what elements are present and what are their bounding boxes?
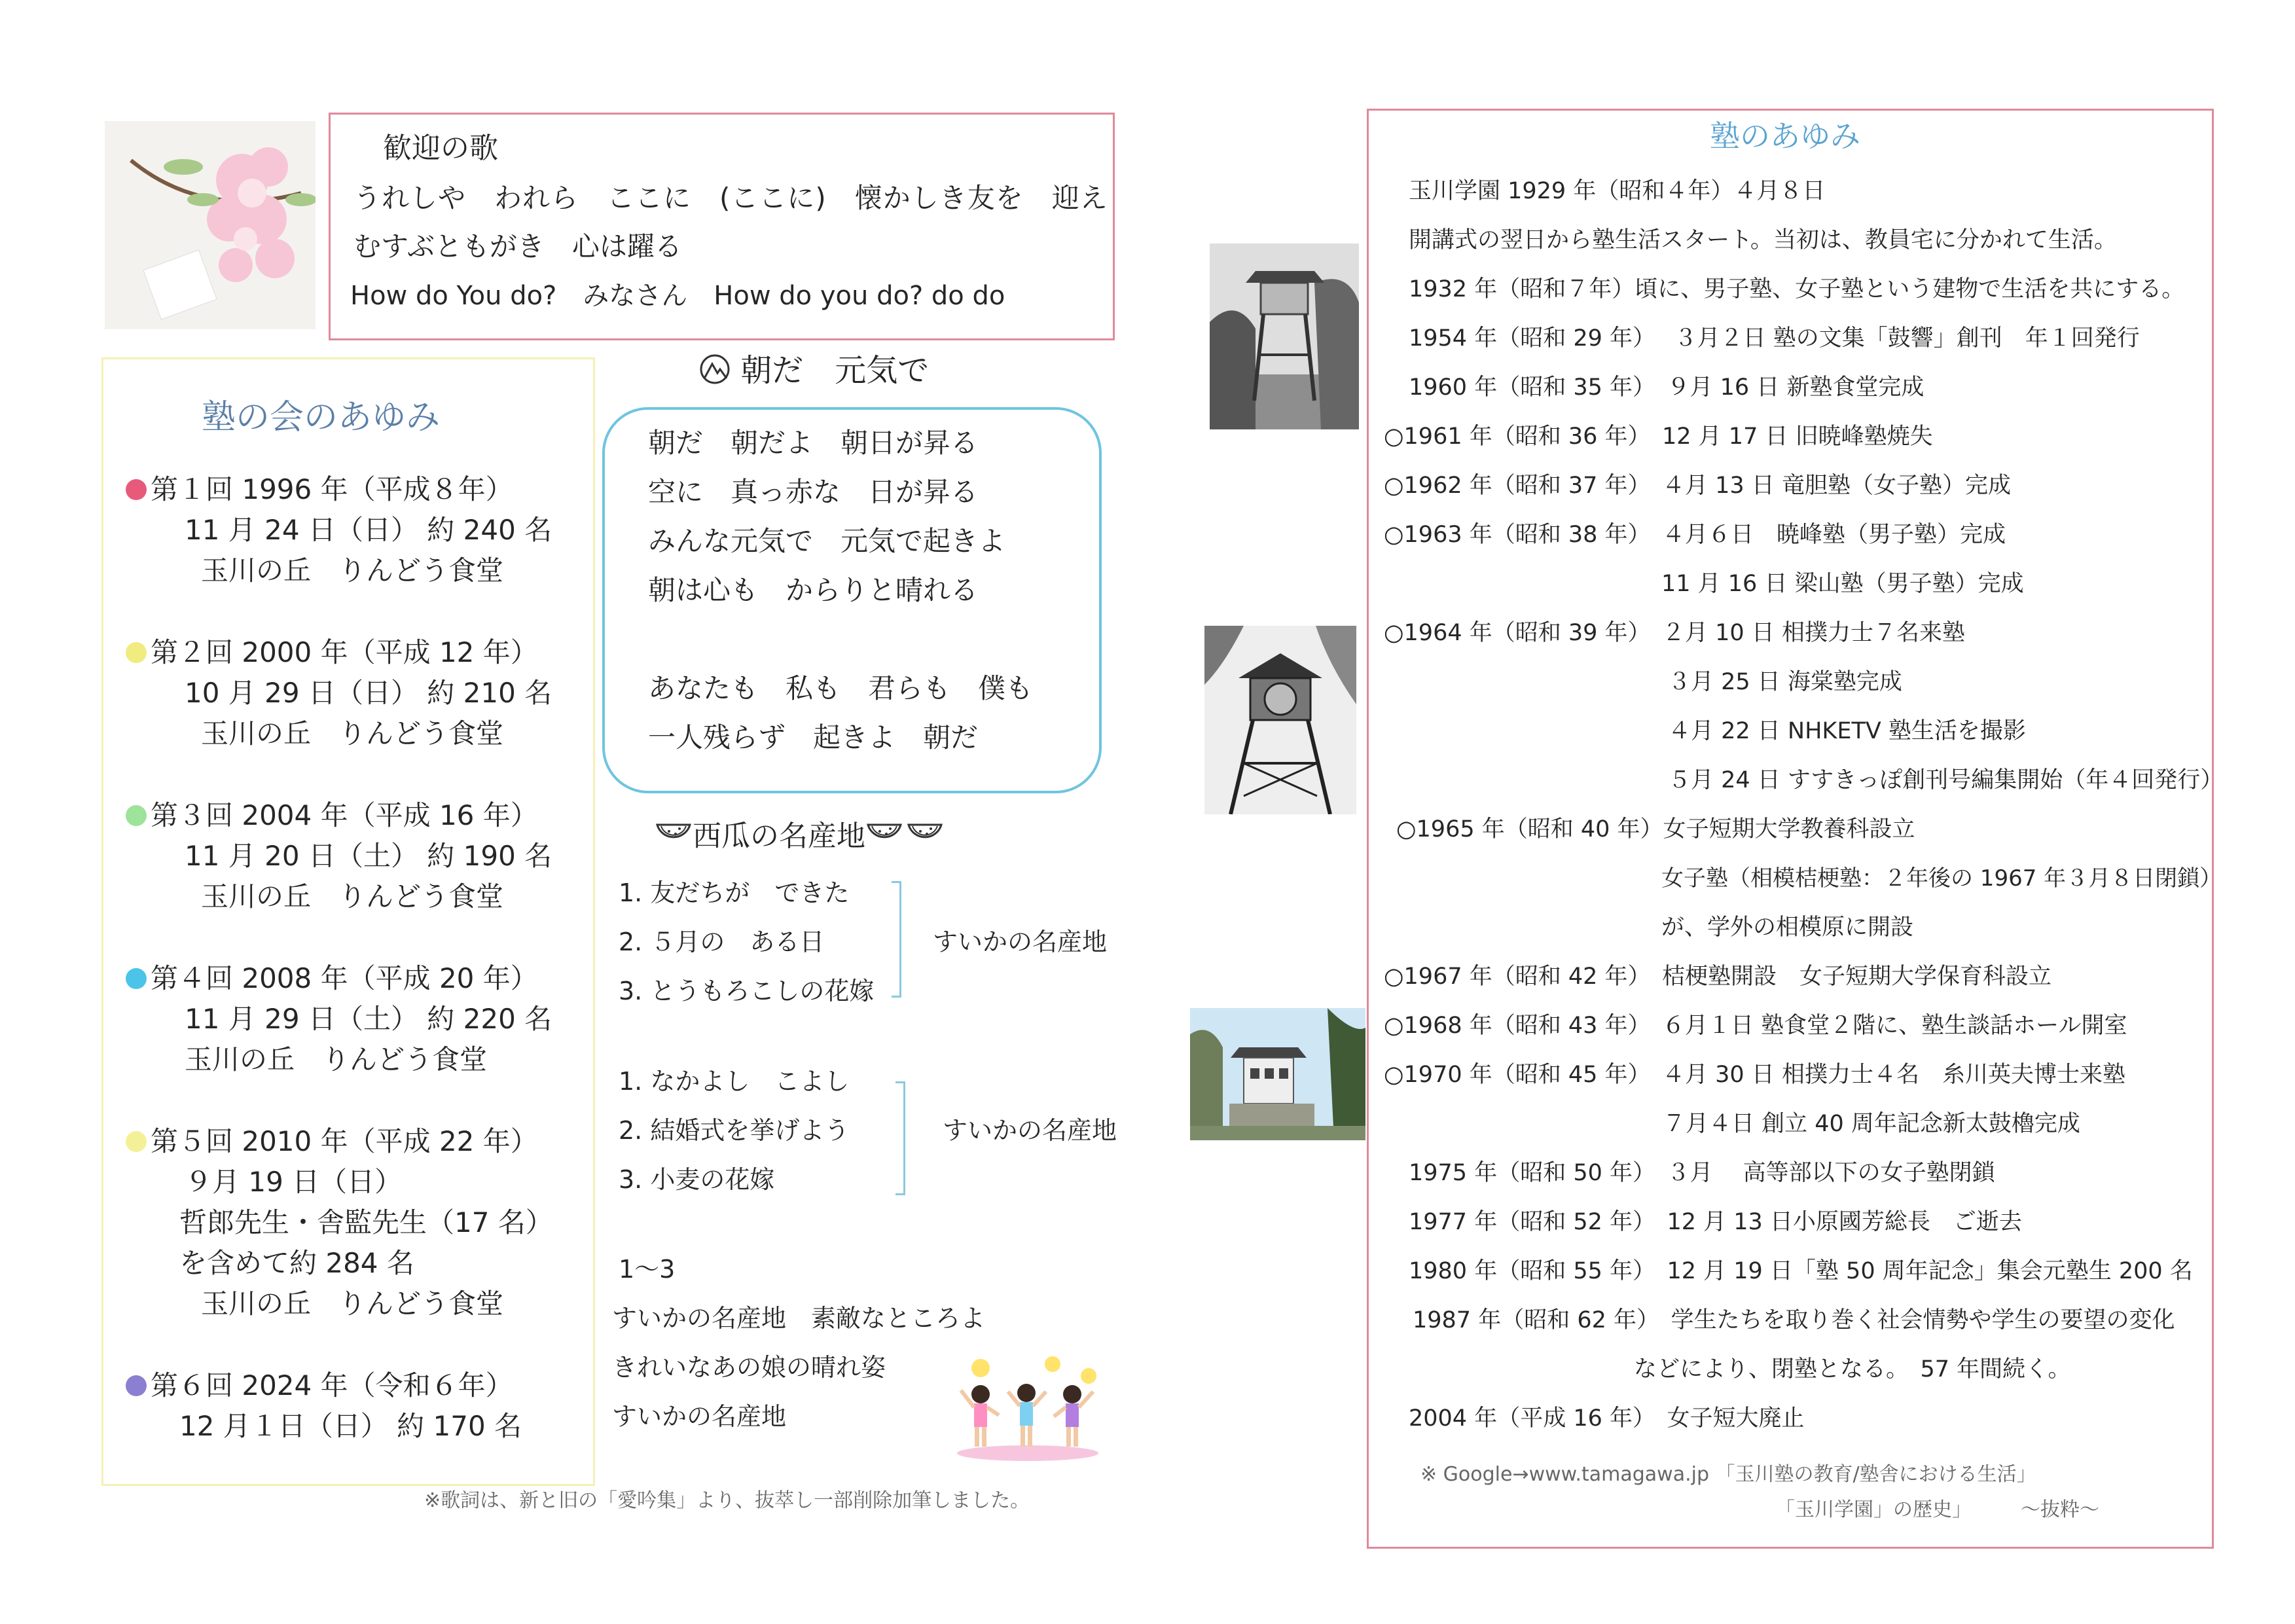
yellow-dot-icon <box>126 642 147 663</box>
history-line: ○1967 年（昭和 42 年） 桔梗塾開設 女子短期大学保育科設立 <box>1384 964 2052 990</box>
history-line: 玉川学園 1929 年（昭和４年）４月８日 <box>1409 178 1826 204</box>
history-line: ○1963 年（昭和 38 年） ４月６日 暁峰塾（男子塾）完成 <box>1384 522 2006 548</box>
history-line: ○1965 年（昭和 40 年）女子短期大学教養科設立 <box>1396 816 1915 842</box>
watermelon-icon <box>903 820 947 855</box>
watermelon-verse-line: 1. 友だちが できた <box>619 878 850 907</box>
purple-dot-icon <box>126 1375 147 1396</box>
chorus-line: きれいなあの娘の晴れ姿 <box>612 1353 886 1382</box>
flower-photo <box>105 121 316 329</box>
watermelon-song-title: 西瓜の名産地 <box>693 820 865 853</box>
welcome-song-line: うれしや われら ここに (ここに) 懐かしき友を 迎え <box>353 182 1108 214</box>
entry-heading: 第６回 2024 年（令和６年） <box>151 1369 513 1401</box>
history-line: ○1961 年（昭和 36 年） 12 月 17 日 旧暁峰塾焼失 <box>1384 424 1933 450</box>
entry-date: 11 月 24 日（日） 約 240 名 <box>185 514 552 546</box>
welcome-song-title: 歓迎の歌 <box>383 132 498 165</box>
watermelon-refrain: すいかの名産地 <box>943 1116 1117 1145</box>
history-line: ○1962 年（昭和 37 年） ４月 13 日 竜胆塾（女子塾）完成 <box>1384 473 2011 499</box>
history-line: 1980 年（昭和 55 年） 12 月 19 日「塾 50 周年記念」集会元塾生 200 名 <box>1409 1258 2193 1284</box>
blue-dot-icon <box>126 968 147 989</box>
history-line: などにより、閉塾となる。 57 年間続く。 <box>1634 1356 2071 1382</box>
watermelon-verse-line: 2. 結婚式を挙げよう <box>619 1116 850 1145</box>
morning-song-title: 朝だ 元気で <box>740 352 930 389</box>
watermelon-icon <box>865 820 903 855</box>
history-line: 11 月 16 日 梁山塾（男子塾）完成 <box>1661 571 2024 597</box>
morning-song-line: 朝だ 朝だよ 朝日が昇る <box>648 427 979 459</box>
yellow-dot-icon <box>126 1131 147 1152</box>
entry-date: 11 月 20 日（土） 約 190 名 <box>185 840 552 872</box>
history-line: 1954 年（昭和 29 年） ３月２日 塾の文集「鼓響」創刊 年１回発行 <box>1409 325 2140 352</box>
history-line: ○1968 年（昭和 43 年） ６月１日 塾食堂２階に、塾生談話ホール開室 <box>1384 1013 2127 1039</box>
entry-heading: 第４回 2008 年（平成 20 年） <box>151 962 538 994</box>
watchtower-photo <box>1210 244 1359 429</box>
history-line: ３月 25 日 海棠塾完成 <box>1668 669 1902 695</box>
verse-bracket <box>892 881 901 998</box>
history-line: 1960 年（昭和 35 年） ９月 16 日 新塾食堂完成 <box>1409 374 1925 401</box>
entry-heading: 第３回 2004 年（平成 16 年） <box>151 799 538 831</box>
history-line: 1932 年（昭和７年）頃に、男子塾、女子塾という建物で生活を共にする。 <box>1409 276 2185 302</box>
morning-song-heading <box>699 352 930 389</box>
chorus-line: すいかの名産地 素敵なところよ <box>612 1304 986 1333</box>
history-line: ５月 24 日 すすきっぽ創刊号編集開始（年４回発行） <box>1668 767 2224 793</box>
chorus-line: すいかの名産地 <box>612 1402 787 1431</box>
entry-date: 10 月 29 日（日） 約 210 名 <box>185 677 552 709</box>
morning-song-line: あなたも 私も 君らも 僕も <box>648 672 1034 704</box>
tower-building-photo <box>1190 1008 1365 1140</box>
source-note: ※ Google→www.tamagawa.jp 「玉川塾の教育/塾舎における生活」 <box>1420 1463 2036 1486</box>
source-note: 「玉川学園」の歴史」 ～抜粋～ <box>1775 1498 2099 1521</box>
drum-tower-photo <box>1204 626 1356 814</box>
mountain-icon <box>699 353 731 385</box>
dancing-children-illustration <box>954 1356 1102 1462</box>
history-line: ７月４日 創立 40 周年記念新太鼓櫓完成 <box>1663 1111 2080 1137</box>
entry-date: ９月 19 日（日） <box>185 1166 403 1198</box>
pink-dot-icon <box>126 479 147 500</box>
watermelon-verse-line: 1. なかよし こよし <box>619 1067 850 1096</box>
history-line: 1977 年（昭和 52 年） 12 月 13 日小原國芳総長 ご逝去 <box>1409 1209 2022 1235</box>
watermelon-song-heading <box>655 820 947 855</box>
history-line: 女子塾（相模桔梗塾：２年後の 1967 年３月８日閉鎖） <box>1661 865 2222 892</box>
entry-venue: 玉川の丘 りんどう食堂 <box>201 554 504 586</box>
lyrics-note: ※歌詞は、新と旧の「愛吟集」より、抜萃し一部削除加筆しました。 <box>424 1489 1030 1512</box>
entry-date: 11 月 29 日（土） 約 220 名 <box>185 1003 552 1035</box>
entry-venue: 玉川の丘 りんどう食堂 <box>201 717 504 749</box>
verse-bracket <box>895 1081 905 1195</box>
watermelon-refrain: すいかの名産地 <box>933 928 1108 956</box>
history-line: が、学外の相模原に開設 <box>1661 914 1914 941</box>
entry-heading: 第１回 1996 年（平成８年） <box>151 473 513 505</box>
watermelon-verse-line: 3. とうもろこしの花嫁 <box>619 977 875 1005</box>
history-line: 1987 年（昭和 62 年） 学生たちを取り巻く社会情勢や学生の要望の変化 <box>1413 1307 2175 1333</box>
history-line: ○1970 年（昭和 45 年） ４月 30 日 相撲力士４名 糸川英夫博士来塾 <box>1384 1062 2125 1088</box>
welcome-song-line: むすぶともがき 心は躍る <box>353 230 682 262</box>
morning-song-line: 空に 真っ赤な 日が昇る <box>648 476 979 508</box>
reunion-history-title: 塾の会のあゆみ <box>202 398 441 437</box>
chorus-label: 1～3 <box>619 1255 676 1284</box>
history-line: 開講式の翌日から塾生活スタート。当初は、教員宅に分かれて生活。 <box>1409 227 2117 253</box>
entry-heading: 第５回 2010 年（平成 22 年） <box>151 1125 538 1157</box>
entry-note: 哲郎先生・舎監先生（17 名） <box>179 1206 553 1238</box>
welcome-song-line: How do You do? みなさん How do you do? do do <box>350 281 1005 311</box>
green-dot-icon <box>126 805 147 826</box>
morning-song-line: みんな元気で 元気で起きよ <box>648 525 1006 557</box>
entry-note: を含めて約 284 名 <box>179 1247 414 1279</box>
entry-heading: 第２回 2000 年（平成 12 年） <box>151 636 538 668</box>
morning-song-line: 朝は心も からりと晴れる <box>648 574 979 606</box>
history-line: 2004 年（平成 16 年） 女子短大廃止 <box>1409 1405 1805 1432</box>
watermelon-verse-line: 2. ５月の ある日 <box>619 928 825 956</box>
entry-venue: 玉川の丘 りんどう食堂 <box>201 1288 504 1320</box>
juku-history-title: 塾のあゆみ <box>1710 118 1860 154</box>
entry-venue: 玉川の丘 りんどう食堂 <box>185 1043 488 1075</box>
entry-date: 12 月１日（日） 約 170 名 <box>179 1410 522 1442</box>
entry-venue: 玉川の丘 りんどう食堂 <box>201 880 504 912</box>
watermelon-verse-line: 3. 小麦の花嫁 <box>619 1165 775 1194</box>
history-line: 1975 年（昭和 50 年） ３月 高等部以下の女子塾閉鎖 <box>1409 1160 1995 1186</box>
history-line: ○1964 年（昭和 39 年） ２月 10 日 相撲力士７名来塾 <box>1384 620 1965 646</box>
morning-song-line: 一人残らず 起きよ 朝だ <box>648 721 979 753</box>
history-line: ４月 22 日 NHKETV 塾生活を撮影 <box>1668 718 2026 744</box>
watermelon-icon <box>655 820 693 855</box>
